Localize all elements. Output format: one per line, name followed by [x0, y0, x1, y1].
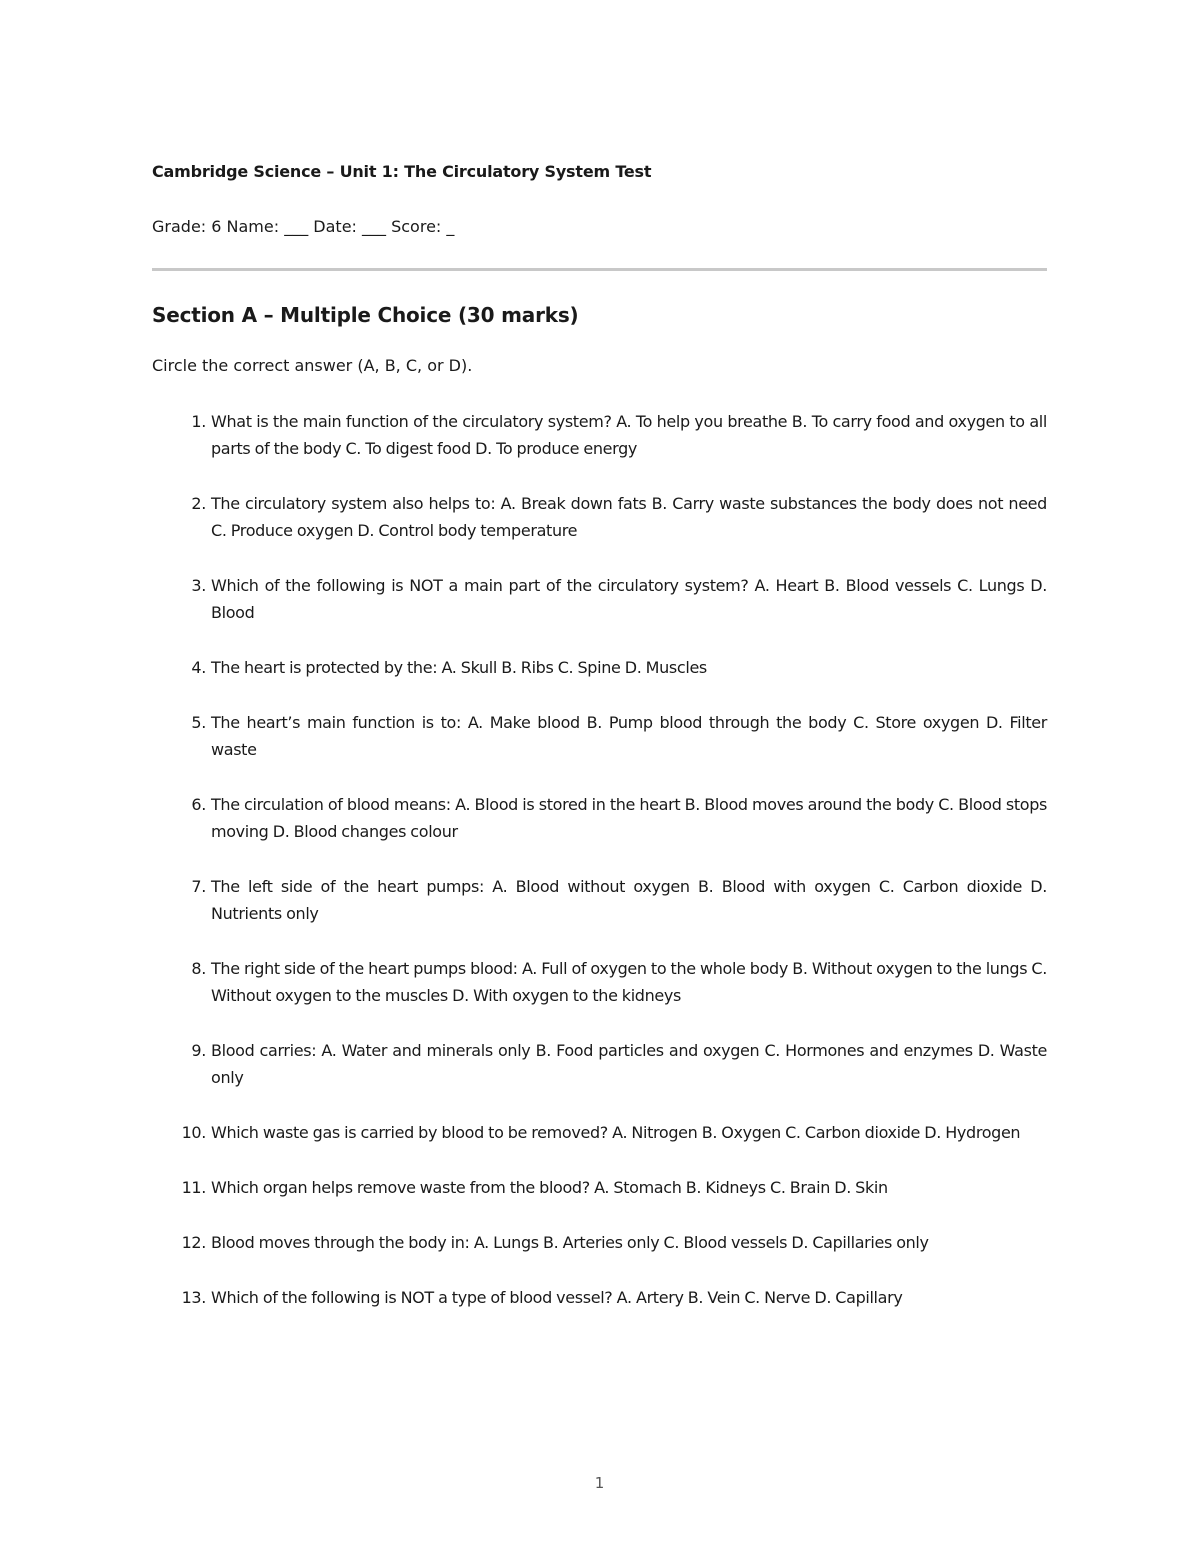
- question-text: The circulation of blood means: A. Blood is stored in the heart B. Blood moves around the body C. Blood stops moving D. Blood changes colour: [211, 795, 1047, 841]
- question-text: Which of the following is NOT a main part of the circulatory system? A. Heart B. Blood vessels C. Lungs D. Blood: [211, 576, 1047, 622]
- student-info-line: Grade: 6 Name: ___ Date: ___ Score: _: [152, 217, 455, 236]
- question-text: Which organ helps remove waste from the blood? A. Stomach B. Kidneys C. Brain D. Skin: [211, 1178, 888, 1197]
- question-item: [152, 873, 1047, 927]
- question-number: 13.: [181, 1288, 206, 1307]
- question-text: The heart is protected by the: A. Skull B. Ribs C. Spine D. Muscles: [211, 658, 707, 677]
- question-number: 10.: [181, 1123, 206, 1142]
- question-text: Blood moves through the body in: A. Lungs B. Arteries only C. Blood vessels D. Capillaries only: [211, 1233, 929, 1252]
- question-item: [152, 709, 1047, 763]
- question-item: [152, 654, 1047, 681]
- question-text: Blood carries: A. Water and minerals only B. Food particles and oxygen C. Hormones and enzymes D. Waste only: [211, 1041, 1047, 1087]
- page-number: 1: [594, 1474, 605, 1492]
- question-text: The right side of the heart pumps blood: A. Full of oxygen to the whole body B. Without oxygen to the lungs C. Without oxygen to the muscles D. With oxygen to the kidneys: [211, 959, 1047, 1005]
- question-number: 7.: [191, 877, 206, 896]
- question-number: 8.: [191, 959, 206, 978]
- question-number: 3.: [191, 576, 206, 595]
- section-a-heading: Section A – Multiple Choice (30 marks): [152, 303, 579, 327]
- question-number: 9.: [191, 1041, 206, 1060]
- question-number: 4.: [191, 658, 206, 677]
- question-text: What is the main function of the circulatory system? A. To help you breathe B. To carry food and oxygen to all parts of the body C. To digest food D. To produce energy: [211, 412, 1047, 458]
- document-title: Cambridge Science – Unit 1: The Circulatory System Test: [152, 162, 652, 181]
- question-text: The left side of the heart pumps: A. Blood without oxygen B. Blood with oxygen C. Carbon dioxide D. Nutrients only: [211, 877, 1047, 923]
- question-text: The heart’s main function is to: A. Make blood B. Pump blood through the body C. Store oxygen D. Filter waste: [211, 713, 1047, 759]
- question-item: [152, 955, 1047, 1009]
- question-number: 2.: [191, 494, 206, 513]
- question-list: [152, 408, 1047, 1339]
- question-number: 5.: [191, 713, 206, 732]
- horizontal-divider: [152, 268, 1047, 271]
- question-item: [152, 1119, 1047, 1146]
- question-item: [152, 1229, 1047, 1256]
- question-text: Which waste gas is carried by blood to be removed? A. Nitrogen B. Oxygen C. Carbon dioxide D. Hydrogen: [211, 1123, 1021, 1142]
- section-a-instruction: Circle the correct answer (A, B, C, or D).: [152, 356, 473, 375]
- question-item: [152, 490, 1047, 544]
- question-number: 11.: [181, 1178, 206, 1197]
- question-item: [152, 1284, 1047, 1311]
- question-number: 12.: [181, 1233, 206, 1252]
- question-item: [152, 572, 1047, 626]
- question-number: 6.: [191, 795, 206, 814]
- question-text: The circulatory system also helps to: A. Break down fats B. Carry waste substances the body does not need C. Produce oxygen D. Control body temperature: [211, 494, 1047, 540]
- document-page: [152, 0, 1047, 1553]
- question-item: [152, 1174, 1047, 1201]
- question-number: 1.: [191, 412, 206, 431]
- question-text: Which of the following is NOT a type of blood vessel? A. Artery B. Vein C. Nerve D. Capillary: [211, 1288, 903, 1307]
- question-item: [152, 1037, 1047, 1091]
- question-item: [152, 791, 1047, 845]
- question-item: [152, 408, 1047, 462]
